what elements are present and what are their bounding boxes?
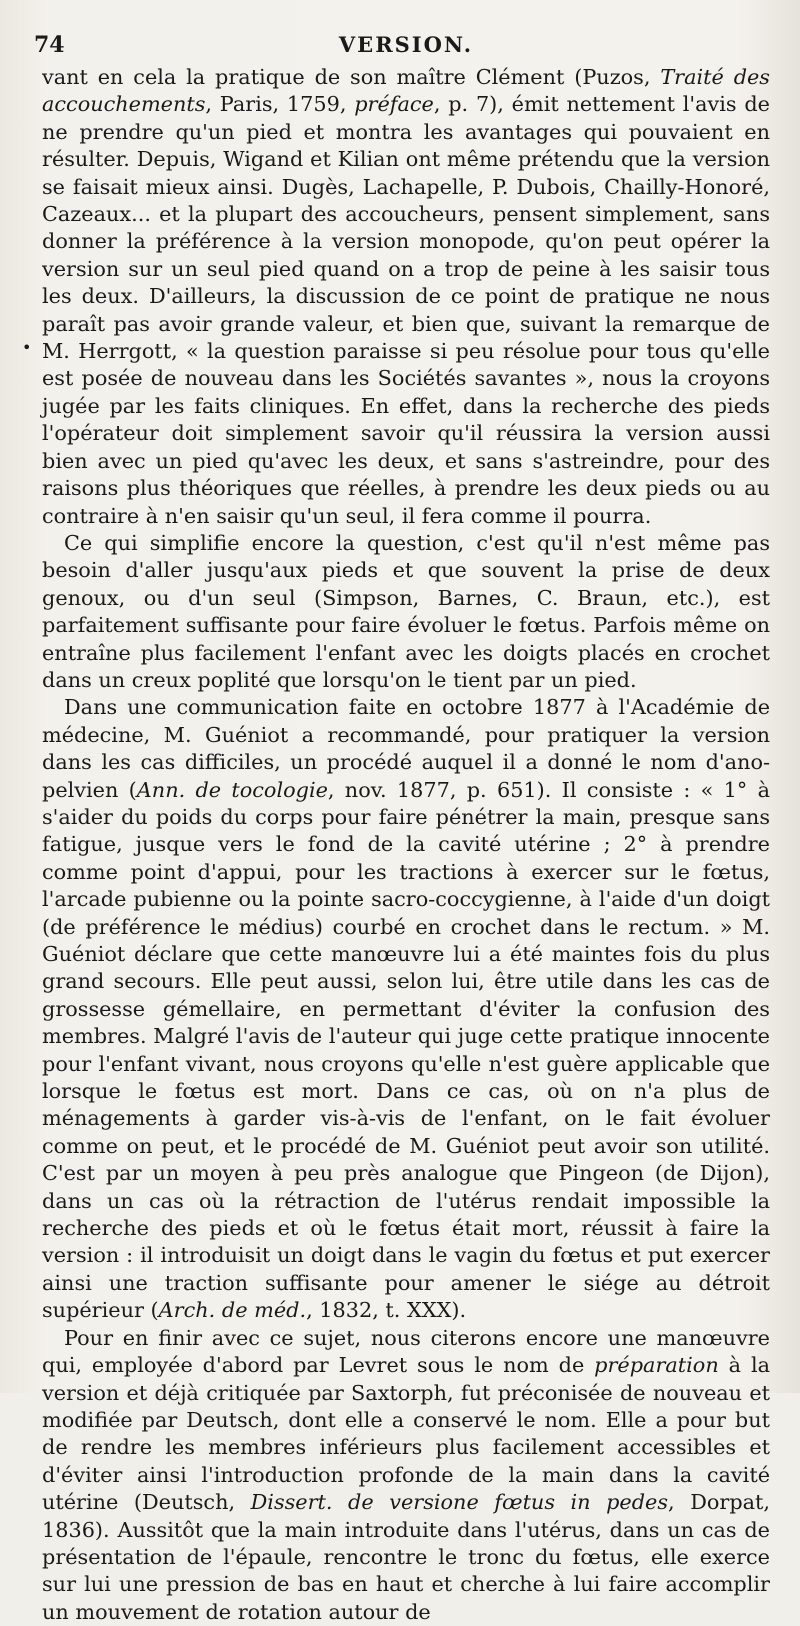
text-run: Ce qui simplifie encore la question, c'est qu'il n'est même pas besoin d'aller jusqu'aux pieds et que souvent la prise de deux genoux, ou d'un seul (Simpson, Barnes, C. Braun, etc.), est parfaitement suffisante pour faire évoluer le fœtus. Parfois même on entraîne plus facilement l'enfant avec les doigts placés en crochet dans un creux poplité que lorsqu'on le tient par un pied.: [42, 530, 770, 692]
paragraph: [42, 694, 770, 1324]
page-number: 74: [34, 32, 65, 58]
italic-citation: Dissert. de versione fœtus in pedes: [250, 1490, 669, 1515]
text-run: , 1832, t. XXX).: [306, 1298, 467, 1323]
text-run: , Dorpat, 1836). Aussitôt que la main introduite dans l'utérus, dans un cas de présentation de l'épaule, rencontre le tronc du fœtus, elle exerce sur lui une pression de bas en haut et cherche à lui faire accomplir un mouvement de rotation autour de: [42, 1490, 771, 1624]
italic-citation: Traité des accouchements: [42, 65, 770, 117]
paragraph: [42, 64, 770, 530]
text-run: , p. 7), émit nettement l'avis de ne prendre qu'un pied et montra les avantages qui pouvaient en résulter. Depuis, Wigand et Kilian ont même prétendu que la version se faisait mieux ainsi. Dugès, Lachapelle, P. Dubois, Chailly-Honoré, Cazeaux... et la plupart des accoucheurs, pensent simplement, sans donner la préférence à la version monopode, qu'on peut opérer la version sur un seul pied quand on a trop de peine à les saisir tous les deux. D'ailleurs, la discussion de ce point de pratique ne nous paraît pas avoir grande valeur, et bien que, suivant la remarque de M. Herrgott, « la question paraisse si peu résolue pour tous qu'elle est posée de nouveau dans les Sociétés savantes », nous la croyons jugée par les faits cliniques. En effet, dans la recherche des pieds l'opérateur doit simplement savoir qu'il réussira la version aussi bien avec un pied qu'avec les deux, et sans s'astreindre, pour des raisons plus théoriques que réelles, à prendre les deux pieds ou au contraire à n'en saisir qu'un seul, il fera comme il pourra.: [42, 92, 770, 528]
text-run: vant en cela la pratique de son maître Clément (Puzos,: [42, 65, 661, 89]
italic-citation: préface: [354, 92, 434, 117]
italic-citation: Arch. de méd.: [158, 1298, 307, 1323]
text-run: à la version et déjà critiquée par Saxtorph, fut préconisée de nouveau et modifiée par Deutsch, dont elle a conservé le nom. Elle a pour but de rendre les membres inférieurs plus facilement accessibles et d'éviter ainsi l'introduction profonde de la main dans la cavité utérine (Deutsch,: [42, 1353, 770, 1515]
italic-citation: Ann. de tocologie: [136, 777, 328, 802]
running-title: VERSION.: [338, 32, 474, 57]
text-run: , nov. 1877, p. 651). Il consiste : « 1° à s'aider du poids du corps pour faire pénétrer la main, presque sans fatigue, jusque vers le fond de la cavité utérine ; 2° à prendre comme point d'appui, pour les tractions à exercer sur le fœtus, l'arcade pubienne ou la pointe sacro-coccygienne, à l'aide d'un doigt (de préférence le médius) courbé en crochet dans le rectum. » M. Guéniot déclare que cette manœuvre lui a été maintes fois du plus grand secours. Elle peut aussi, selon lui, être utile dans les cas de grossesse gémellaire, en permettant d'éviter la confusion des membres. Malgré l'avis de l'auteur qui juge cette pratique innocente pour l'enfant vivant, nous croyons qu'elle n'est guère applicable que lorsque le fœtus est mort. Dans ce cas, où on n'a plus de ménagements à garder vis-à-vis de l'enfant, on le fait évoluer comme on peut, et le procédé de M. Guéniot peut avoir son utilité. C'est par un moyen à peu près analogue que Pingeon (de Dijon), dans un cas où la rétraction de l'utérus rendait impossible la recherche des pieds et où le fœtus était mort, réussit à faire la version : il introduisit un doigt dans le vagin du fœtus et put exercer ainsi une traction suffisante pour amener le siége au détroit supérieur (: [42, 777, 770, 1323]
paragraph: [42, 1325, 770, 1626]
text-run: Dans une communication faite en octobre 1877 à l'Académie de médecine, M. Guéniot a recommandé, pour pratiquer la version dans les cas difficiles, un procédé auquel il a donné le nom d'ano-pelvien (: [42, 695, 770, 802]
page-header: [34, 28, 770, 64]
paragraph: [42, 530, 770, 694]
text-run: , Paris, 1759,: [205, 92, 355, 117]
text-run: Pour en finir avec ce sujet, nous citerons encore une manœuvre qui, employée d'abord par Levret sous le nom de: [42, 1325, 770, 1378]
body-text: [42, 64, 770, 1626]
margin-mark: •: [22, 338, 32, 357]
italic-citation: préparation: [594, 1353, 719, 1378]
